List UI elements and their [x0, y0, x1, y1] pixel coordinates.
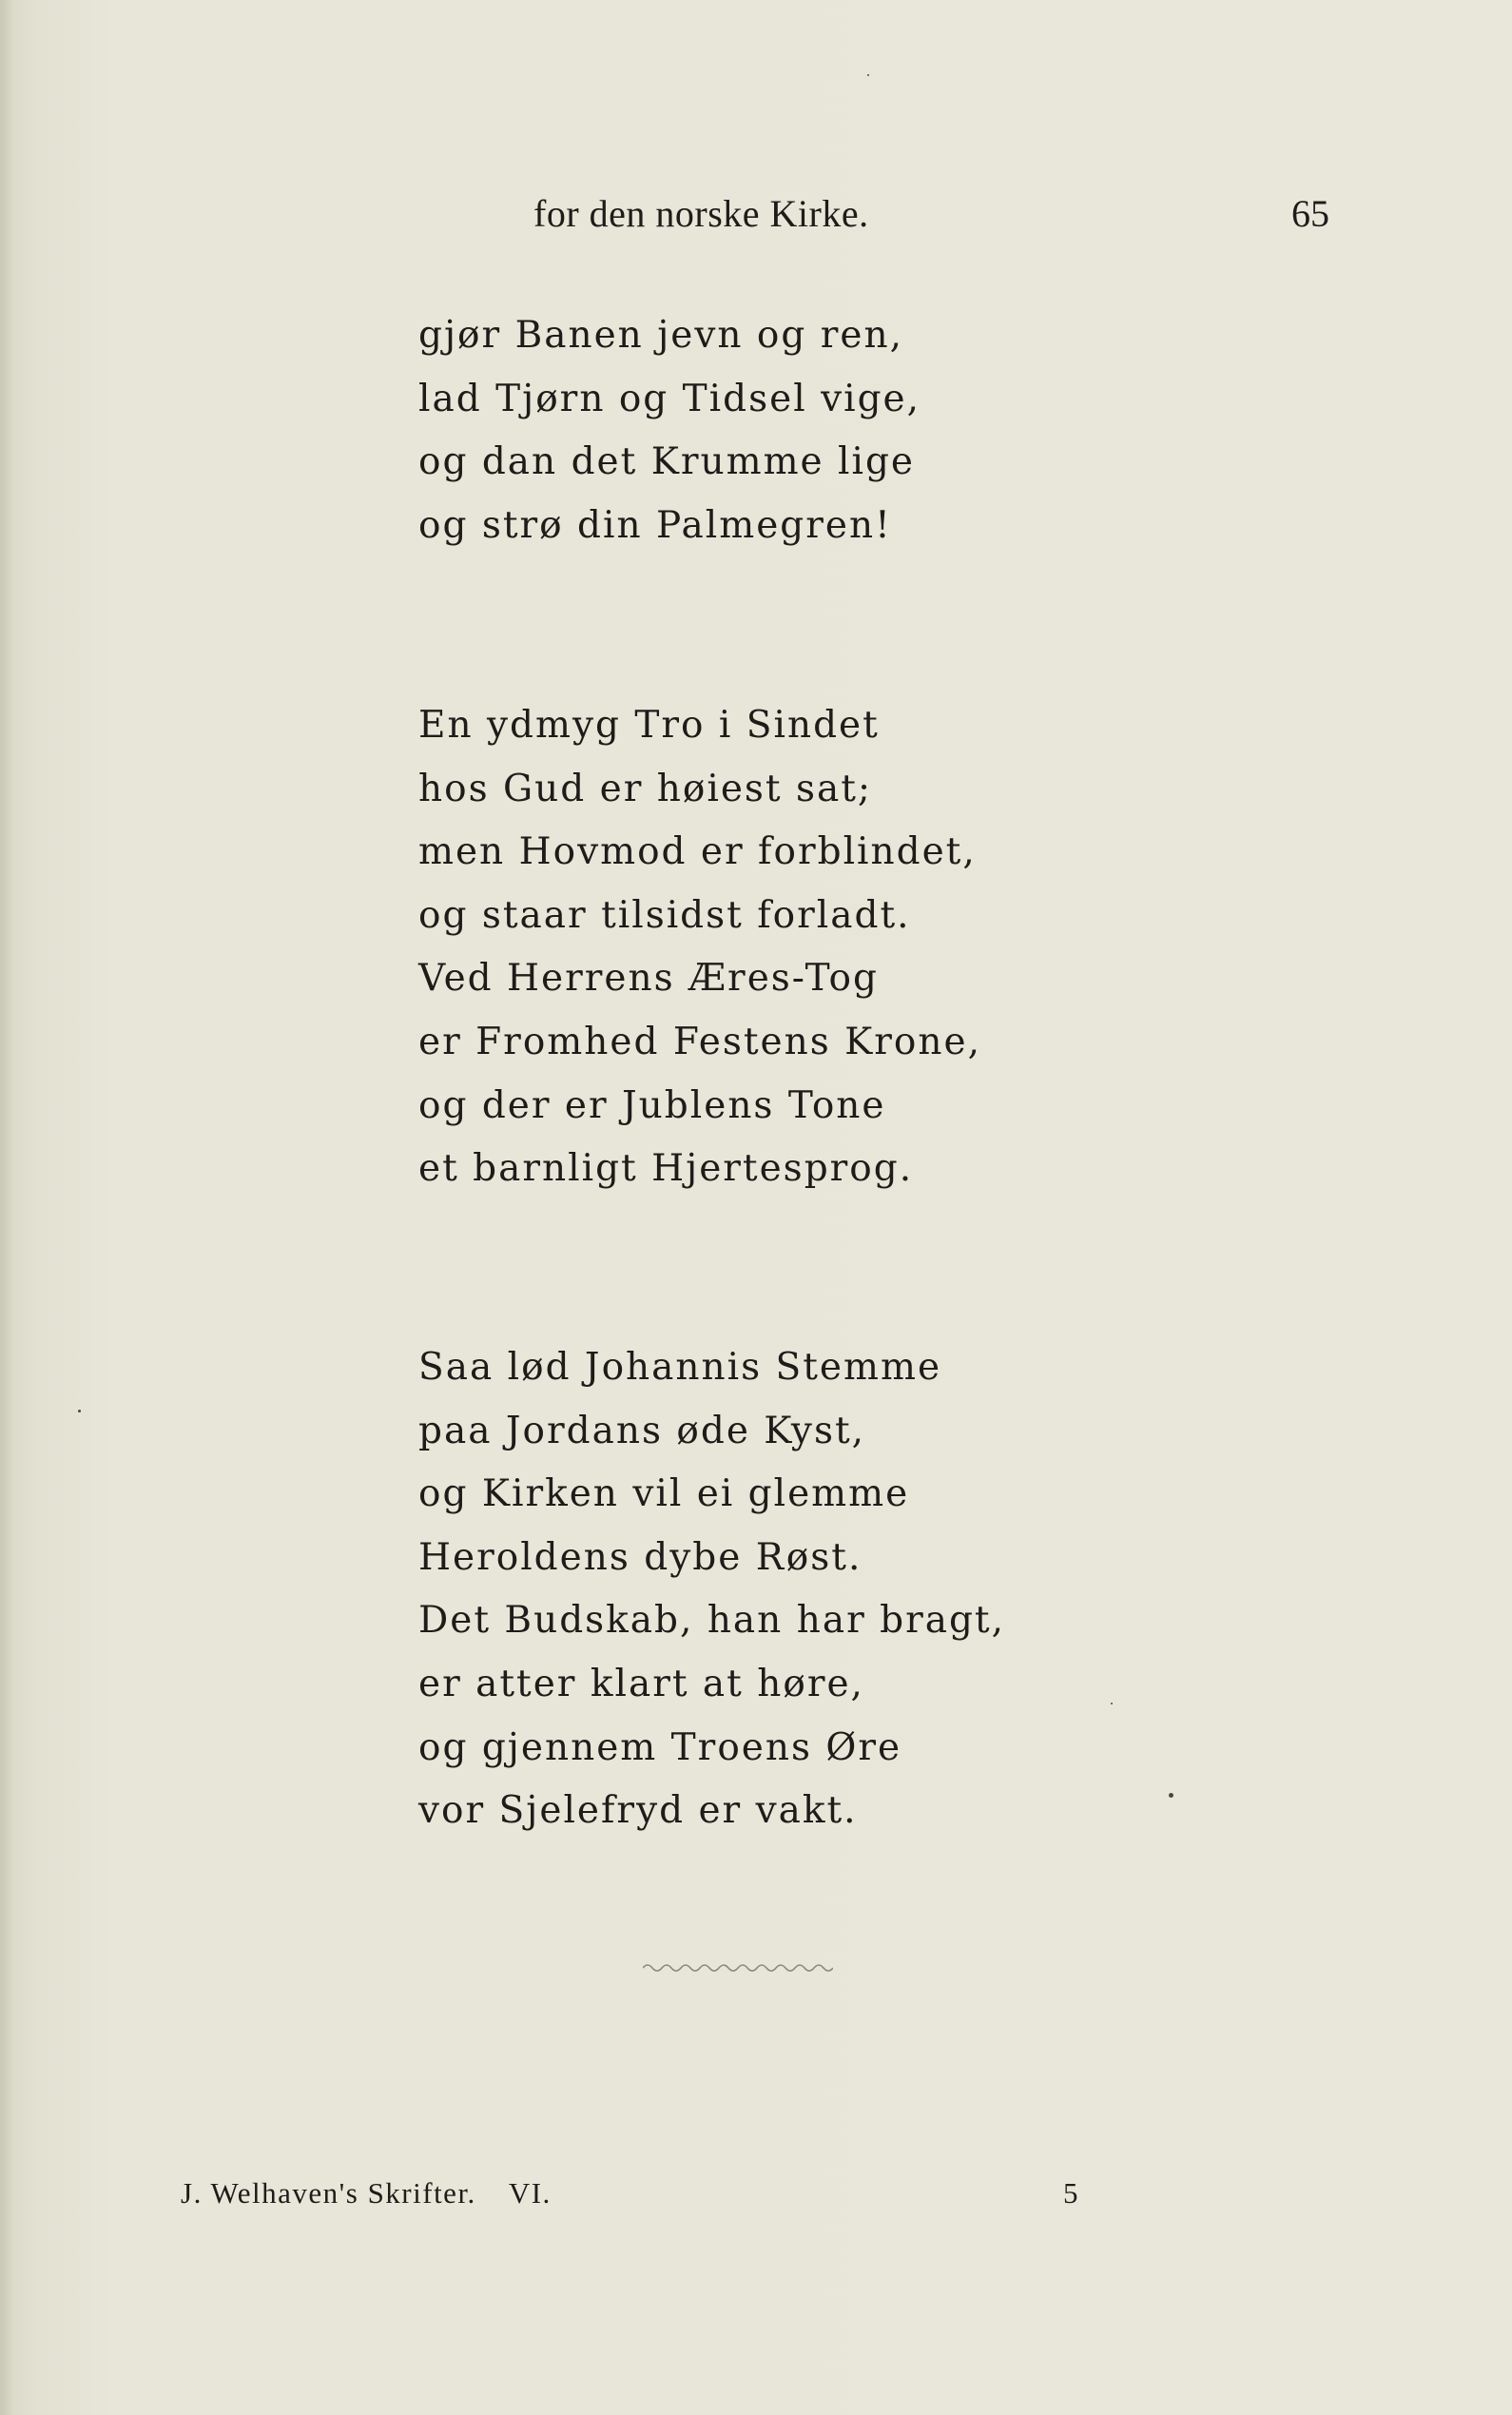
verse-line: Ved Herrens Æres-Tog	[418, 957, 880, 1001]
verse-line: Heroldens dybe Røst.	[418, 1535, 863, 1579]
paper-speck	[78, 1410, 81, 1412]
verse-line: Det Budskab, han har bragt,	[418, 1599, 1006, 1643]
verse-line: et barnligt Hjertesprog.	[418, 1147, 914, 1191]
sheet-number: 5	[1063, 2176, 1078, 2210]
wavy-divider-ornament	[643, 1959, 833, 1973]
printer-signature	[181, 2174, 552, 2212]
running-head-title: for den norske Kirke.	[533, 192, 869, 235]
verse-line: men Hovmod er forblindet,	[418, 830, 977, 874]
verse-line: gjør Banen jevn og ren,	[418, 314, 904, 357]
verse-line: og der er Jublens Tone	[418, 1083, 886, 1127]
verse-line: og dan det Krumme lige	[418, 440, 916, 484]
verse-line: lad Tjørn og Tidsel vige,	[418, 377, 921, 420]
page-number: 65	[1291, 192, 1329, 235]
verse-line: og strø din Palmegren!	[418, 503, 892, 547]
stanza-2	[418, 694, 981, 1201]
verse-line: og Kirken vil ei glemme	[418, 1472, 910, 1516]
signature-volume: VI.	[508, 2176, 552, 2210]
verse-line: er atter klart at høre,	[418, 1662, 864, 1705]
verse-line: En ydmyg Tro i Sindet	[418, 704, 880, 747]
verse-line: paa Jordans øde Kyst,	[418, 1409, 866, 1452]
paper-speck	[1169, 1793, 1173, 1798]
verse-line: og staar tilsidst forladt.	[418, 893, 911, 937]
stanza-1	[418, 304, 921, 557]
verse-line: er Fromhed Festens Krone,	[418, 1020, 982, 1063]
spine-shadow	[0, 0, 13, 2415]
verse-line: og gjennem Troens Øre	[418, 1725, 902, 1769]
verse-line: vor Sjelefryd er vakt.	[418, 1789, 858, 1833]
verse-line: Saa lød Johannis Stemme	[418, 1346, 942, 1389]
paper-speck	[1111, 1703, 1113, 1704]
verse-line: hos Gud er høiest sat;	[418, 767, 873, 810]
paper-speck	[867, 74, 869, 76]
stanza-3	[418, 1336, 1005, 1843]
signature-title: J. Welhaven's Skrifter.	[181, 2176, 476, 2210]
